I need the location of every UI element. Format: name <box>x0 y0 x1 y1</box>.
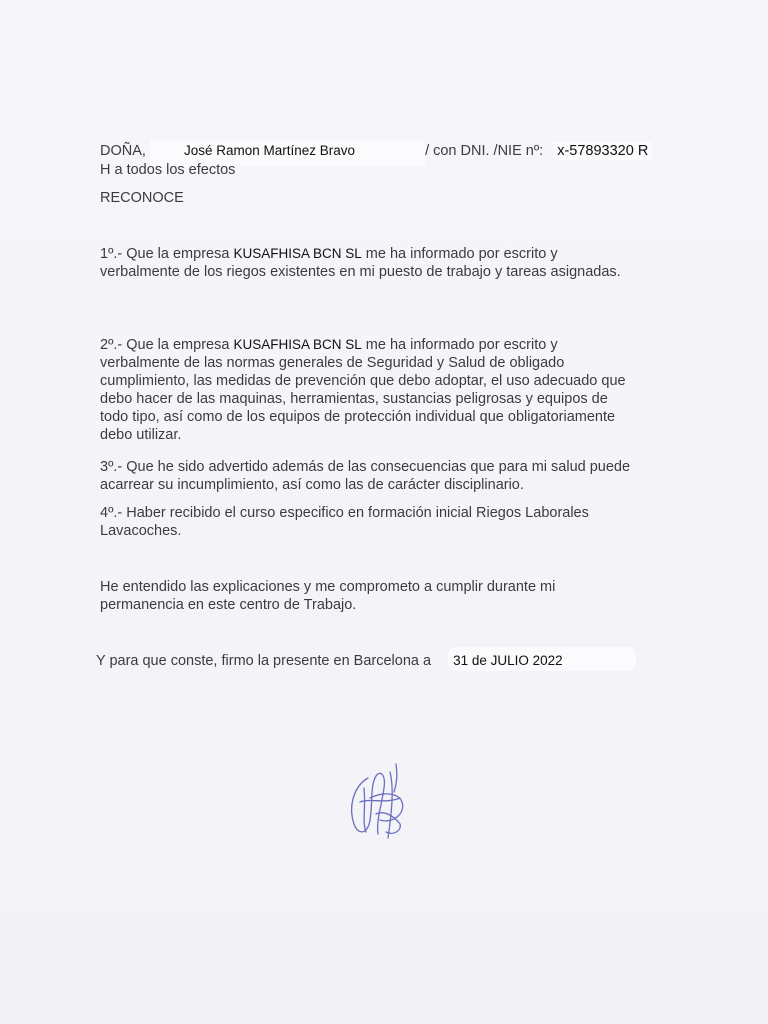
dni-label: / con DNI. /NIE nº: <box>425 143 544 159</box>
dona-label: DOÑA, <box>100 143 146 159</box>
item-1-body: verbalmente de los riegos existentes en mi puesto de trabajo y tareas asignadas. <box>100 264 621 280</box>
item-4: 4º.- Haber recibido el curso especifico en formación inicial Riegos Laborales Lavacoches. <box>100 505 589 539</box>
closing-text: Y para que conste, firmo la presente en Barcelona a <box>96 653 432 669</box>
reconoce-heading: RECONOCE <box>100 190 184 206</box>
item-2-body: verbalmente de las normas generales de Seguridad y Salud de obligado cumplimiento, las medidas de prevención que debo adoptar, el uso adecuado que debo hacer de las maquinas, herramientas, sustancias peligrosas y equipos de todo tipo, así como de los equipos de protección individual que obligatoriamente debo utilizar. <box>100 355 626 443</box>
item-1-intro: 1º.- Que la empresa <box>100 246 230 262</box>
worker-name: José Ramon Martínez Bravo <box>180 142 359 159</box>
item-1-rest: me ha informado por escrito y <box>365 246 558 262</box>
closing-date: 31 de JULIO 2022 <box>453 653 563 668</box>
item-2-rest: me ha informado por escrito y <box>365 337 558 353</box>
dni-value: x-57893320 R <box>553 142 652 160</box>
item-2 <box>100 336 640 444</box>
closing-line <box>96 652 567 670</box>
company-name: KUSAFHISA BCN SL <box>233 246 362 261</box>
company-name: KUSAFHISA BCN SL <box>233 337 362 352</box>
efectos-line: H a todos los efectos <box>100 162 236 178</box>
header-line <box>100 142 652 160</box>
item-3: 3º.- Que he sido advertido además de las consecuencias que para mi salud puede acarrear su incumplimiento, así como las de carácter disciplinario. <box>100 459 631 493</box>
signature-icon <box>340 758 420 842</box>
item-1 <box>100 245 640 281</box>
commitment-text: He entendido las explicaciones y me comprometo a cumplir durante mi permanencia en este centro de Trabajo. <box>100 579 556 613</box>
item-2-intro: 2º.- Que la empresa <box>100 337 230 353</box>
